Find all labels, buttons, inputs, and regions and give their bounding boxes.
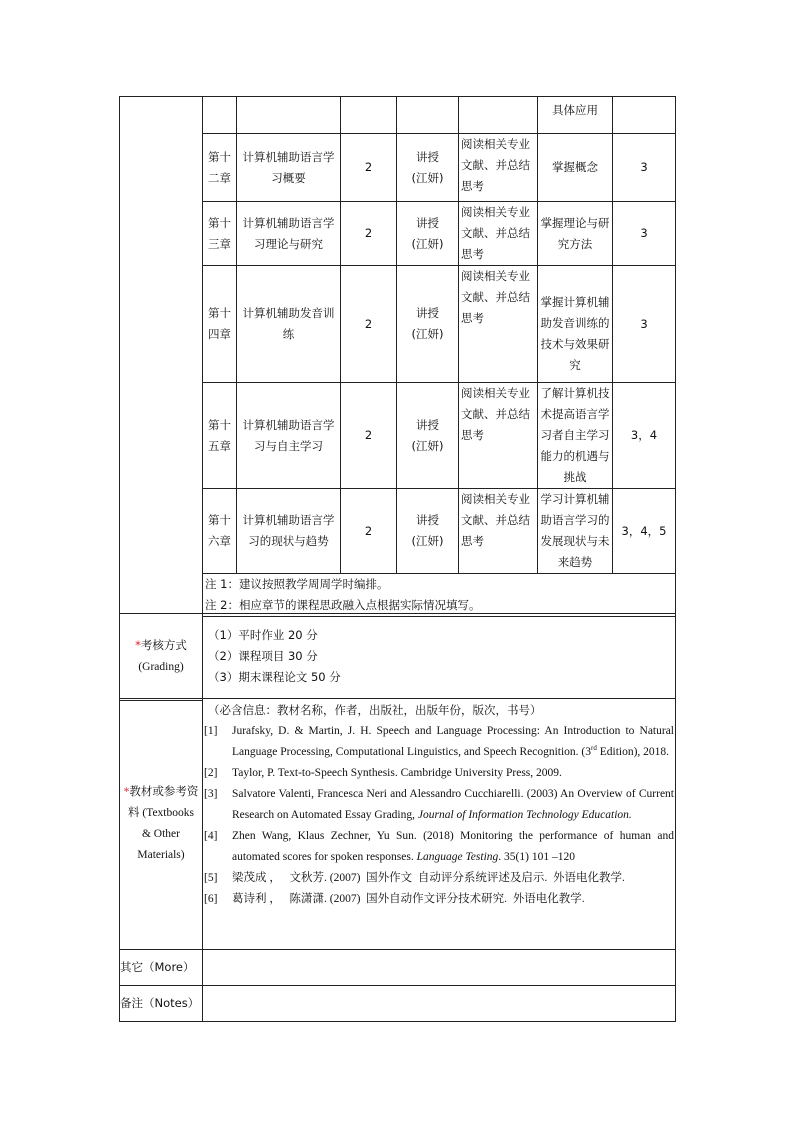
method-cell [397,489,459,574]
method-cell [397,383,459,489]
table-row [120,383,676,489]
note-2: 注 2：相应章节的课程思政融入点根据实际情况填写。 [205,598,481,612]
reference-item [204,784,674,826]
hours-cell: 2 [341,266,397,383]
other-label: 其它（More） [120,950,203,986]
table-row [120,97,676,134]
reference-item [204,721,674,763]
grading-label-cell [120,614,203,699]
lecturer-text: (江妍) [411,236,444,251]
objective-cell: 学习计算机辅助语言学习的发展现状与未来趋势 [538,489,613,574]
reading-cell: 阅读相关专业文献、并总结思考 [459,489,538,574]
syllabus-table [119,96,676,701]
hours-cell: 2 [341,134,397,202]
goals-cell [613,97,676,134]
hours-cell: 2 [341,383,397,489]
reference-text: Zhen Wang, Klaus Zechner, Yu Sun. (2018) Monitoring the performance of human and automated scores for spoken responses. Language Testing. 35(1) 101 –120 [232,830,674,863]
lecturer-text: (江妍) [411,170,444,185]
materials-label-line: 教材或参考资 [129,786,199,798]
chapter-cell: 第十三章 [203,202,237,266]
materials-label-line: Materials) [137,849,185,861]
topic-cell: 计算机辅助语言学习理论与研究 [237,202,341,266]
reading-cell [459,97,538,134]
reference-number: [3] [204,788,218,800]
reference-item [204,889,674,910]
topic-cell: 计算机辅助语言学习概要 [237,134,341,202]
method-text: 讲授 [416,417,439,432]
reading-cell: 阅读相关专业文献、并总结思考 [459,134,538,202]
grading-label-en: (Grading) [138,661,184,673]
reading-cell: 阅读相关专业文献、并总结思考 [459,383,538,489]
reference-number: [1] [204,725,218,737]
grading-items-cell [203,614,676,699]
table-row [120,266,676,383]
lecturer-text: (江妍) [411,327,444,341]
method-cell [397,266,459,383]
grading-item: （2）课程项目 30 分 [208,648,318,663]
grading-label: 考核方式 [140,638,187,652]
other-value [203,950,676,986]
required-info: （必含信息：教材名称，作者，出版社，出版年份，版次，书号） [208,703,542,717]
topic-cell: 计算机辅助发音训练 [237,266,341,383]
chapter-cell: 第十六章 [203,489,237,574]
hours-cell [341,97,397,134]
required-mark: * [135,638,141,652]
method-cell [397,97,459,134]
reference-number: [5] [204,872,218,884]
materials-cell [203,699,676,950]
method-text: 讲授 [416,149,439,164]
objective-cell: 掌握计算机辅助发音训练的技术与效果研究 [538,266,613,383]
goals-cell: 3，4，5 [613,489,676,574]
reference-number: [2] [204,767,218,779]
method-text: 讲授 [416,215,439,230]
grading-item: （3）期末课程论文 50 分 [208,669,341,684]
reference-item [204,826,674,868]
hours-cell: 2 [341,489,397,574]
topic-cell [237,97,341,134]
topic-cell: 计算机辅助语言学习与自主学习 [237,383,341,489]
remarks-value [203,986,676,1022]
notes-cell [203,574,676,617]
chapter-cell: 第十二章 [203,134,237,202]
notes-row [120,574,676,617]
objective-cell: 了解计算机技术提高语言学习者自主学习能力的机遇与挑战 [538,383,613,489]
note-1: 注 1：建议按照教学周周学时编排。 [205,577,389,591]
reference-number: [6] [204,893,218,905]
method-cell [397,134,459,202]
remarks-label: 备注（Notes） [120,986,203,1022]
reference-item [204,763,674,784]
grading-item: （1）平时作业 20 分 [208,627,318,642]
reference-text: 梁茂成 ， 文秋芳. (2007) 国外作文 自动评分系统评述及启示. 外语电化教学. [232,872,625,884]
materials-row [120,699,676,950]
materials-label-line: & Other [141,828,180,840]
lecturer-text: (江妍) [411,438,444,453]
reading-cell: 阅读相关专业文献、并总结思考 [459,202,538,266]
materials-label-line: 料 (Textbooks [128,807,194,819]
lecturer-text: (江妍) [411,534,444,548]
goals-cell: 3 [613,202,676,266]
table-row [120,134,676,202]
chapter-cell: 第十五章 [203,383,237,489]
goals-cell: 3 [613,134,676,202]
chapter-cell [203,97,237,134]
other-row [120,950,676,986]
reference-text: Jurafsky, D. & Martin, J. H. Speech and Language Processing: An Introduction to Natural Language Processing, Computational Linguistics, and Speech Recognition. (3rd Edition), 2018. [232,725,674,758]
goals-cell: 3，4 [613,383,676,489]
method-text: 讲授 [416,306,439,320]
chapter-cell: 第十四章 [203,266,237,383]
section-label-cell [120,97,203,701]
materials-label-cell [120,699,203,950]
grading-row [120,614,676,699]
method-cell [397,202,459,266]
method-text: 讲授 [416,513,439,527]
hours-cell: 2 [341,202,397,266]
table-row [120,489,676,574]
reference-text: Salvatore Valenti, Francesca Neri and Alessandro Cucchiarelli. (2003) An Overview of Current Research on Automated Essay Grading, Journal of Information Technology Education. [232,788,674,821]
reading-cell: 阅读相关专业文献、并总结思考 [459,266,538,383]
reference-number: [4] [204,830,218,842]
reference-item [204,868,674,889]
assessment-table [119,613,676,1022]
topic-cell: 计算机辅助语言学习的现状与趋势 [237,489,341,574]
objective-cell: 掌握概念 [538,134,613,202]
objective-cell: 掌握理论与研究方法 [538,202,613,266]
goals-cell: 3 [613,266,676,383]
remarks-row [120,986,676,1022]
table-row [120,202,676,266]
reference-text: Taylor, P. Text-to-Speech Synthesis. Cambridge University Press, 2009. [232,767,562,779]
required-mark: * [123,786,130,798]
objective-cell: 具体应用 [538,97,613,134]
reference-text: 葛诗利 ， 陈潇潇. (2007) 国外自动作文评分技术研究. 外语电化教学. [232,893,585,905]
